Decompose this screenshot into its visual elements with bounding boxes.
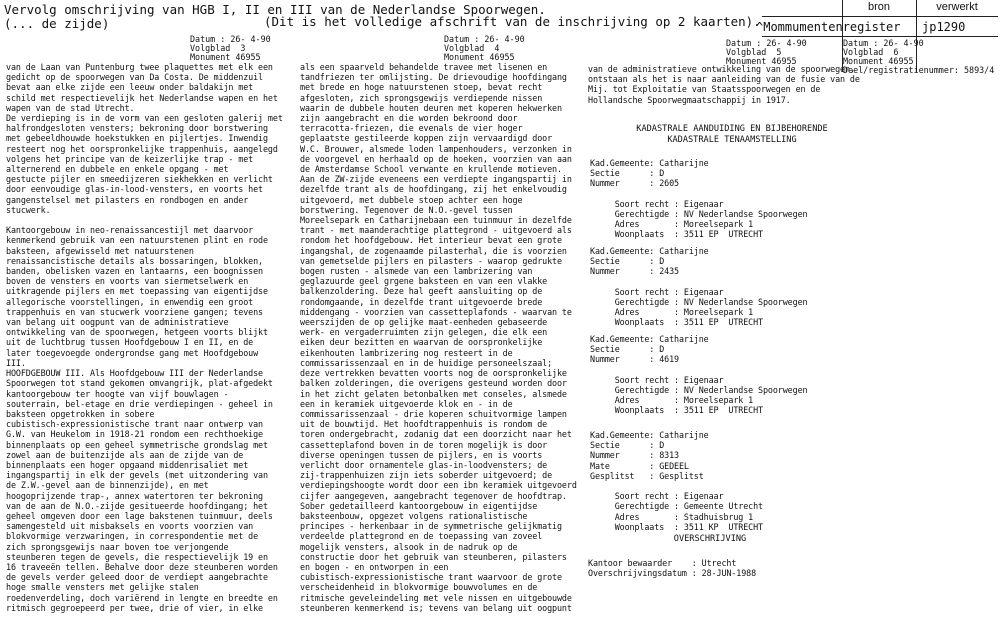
parcel-block: Kad.Gemeente: Catharijne Sectie : D Nummer : 2435 Soort recht : Eigenaar Gerechtigde : NV Nederlandse Spoorwegen Adres : Moreelsepark 1 Woonplaats : 3511 EP UTRECHT [590,246,808,328]
registry-code: jp1290 [922,20,966,34]
overschrijving-details: Kantoor bewaarder : Utrecht Overschrijvingsdatum : 28-JUN-1988 [588,558,757,579]
bron-row-line [762,16,998,17]
header-volgblad-5: Datum : 26- 4-90 Volgblad 5 Monument 46955 [726,38,807,66]
parcel-block: Kad.Gemeente: Catharijne Sectie : D Nummer : 2605 Soort recht : Eigenaar Gerechtigde : NV Nederlandse Spoorwegen Adres : Moreelsepark 1 Woonplaats : 3511 EP UTRECHT [590,158,808,240]
bron-row-line-2 [762,36,998,37]
text-column-3-intro: van de administratieve ontwikkeling van de spoorwegen, ontstaan als het is naar aanleiding van de fusie van de Mij. tot Exploitatie van Staatsspoorwegen en de Hollandsche Spoorwegmaatschappij in 1917. [588,64,860,105]
text-column-1: van de Laan van Puntenburg twee plaquettes met elk een gedicht op de spoorwegen van Da Costa. De middenzuil bevat aan elke zijde een leeuw onder baldakijn met schild met respectievelijk het Nederlandse wapen en het wapen van de stad Utrecht. De verdieping is in de vorm van een gesloten galerij met halfrondgesloten vensters; bekroning door borstwering met gebeeldhouwde hoekstukken en pijlertjes. Inwendig resteert nog het oorspronkelijke trappenhuis, aangelegd volgens het principe van de keizerlijke trap - met alternerend en dubbele en enkele opgang - met gestucte pijler en smeedijzeren siekhekken en verlicht door eenvoudige glas-in-lood-vensters, en voorts het gangenstelsel met pilasters en rondbogen en ander stucwerk. Kantoorgebouw in neo-renaissancestijl met daarvoor kenmerkend gebruik van een natuurstenen plint en rode baksteen, afgewisseld met natuurstenen renaissancistische details als bossaringen, blokken, banden, obelisken vazen en lantaarns, een boognissen boven de vensters en voorts van siermetselwerk en uitkragende pijlers en met toepassing van eigentijdse allegorische voorstellingen, in enwendig een groot trappenhuis en van stucwerk voorziene gangen; tevens van belang uit oogpunt van de administratieve ontwikkeling van de spoorwegen, hetgeen voorts blijkt uit de luchtbrug tussen Hoofdgebouw I en II, en de later toegevoegde ondergrondse gang met Hoofdgebouw III. HOOFDGEBOUW III. Als Hoofdgebouw III der Nederlandse Spoorwegen tot stand gekomen omvangrijk, plat-afgedekt kantoorgebouw ter hoogte van vijf bouwlagen - souterrain, bel-etage en drie verdiepingen - geheel in baksteen opgetrokken in sobere cubistisch-expressionistische trant naar ontwerp van G.W. van Heukelom in 1918-21 rondom een rechthoekige binnenplaats op een geheel symmetrische grondslag met zowel aan de buitenzijde als aan de zijde van de binnenplaats een hoger opgaand middenrisaliet met ingangspartij in elk der gevels (met uitzondering van de Z.W.-gevel aan de binnenzijde), en met hoogoprijzende trap-, annex watertoren ter bekroning van de aan de N.O.-zijde gesitueerde hoofdingang; het geheel omgeven door een lage bakstenen tuinmuur, deels samengesteld uit misbaksels en voorts voorzien van blokvormige verzwaringen, in correspondentie met de zich sprongsgewijs naar boven toe verjongende steunberen tegen de gevels, die respectievelijk 19 en 16 traveeën tellen. Behalve door deze steunberen worden de gevels verder geleed door de verdiept aangebrachte hoge smalle vensters met gelijke stalen roedenverdeling, doch variërend in lengte en breedte en ritmisch gegroepeerd per twee, drie of vier, in elke [6,62,283,613]
parcel-block: Kad.Gemeente: Catharijne Sectie : D Nummer : 8313 Mate : GEDEEL Gesplitst : Gesplitst Soort recht : Eigenaar Gerechtigde : Gemeente Utrecht Adres : Stadhuisbrug 1 Woonplaats : 3511 KP UTRECHT [590,430,763,532]
verwerkt-label: verwerkt [936,1,978,13]
header-volgblad-6: Datum : 26- 4-90 Volgblad 6 Monument 46955 Deel/registratienummer: 5893/4 [843,38,995,75]
text-column-2: als een spaarveld behandelde travee met lisenen en tandfriezen ter omlijsting. De drievoudige hoofdingang met brede en hoge natuurstenen stoep, bevat recht afgesloten, zich sprongsgewijs verdiepende nissen waarin de dubbele houten deuren met koperen hekwerken zijn aangebracht en die worden bekroond door terracotta-friezen, die evenals de vier hoger geplaatste gestileerde koppen zijn vervaardigd door W.C. Brouwer, alsmede loden lampenhouders, verzonken in de voorgevel en herhaald op de hoeken, voorzien van aan de Amsterdamse School verwante en krullende motieven. Aan de ZW-zijde eveneens een verdiepte ingangspartij in dezelfde trant als de hoofdingang, zij het enkelvoudig uitgevoerd, met dubbele stoep achter een hoge borstwering. Tegenover de N.O.-gevel tussen Moreelsepark en Catharijnebaan een tuinmuur in dezelfde trant - met maanderachtige plattegrond - uitgevoerd als rondom het hoofdgebouw. Het interieur bevat een grote ingangshal, de zogenaamde pilasterhal, die is voorzien van gemetselde pijlers en pilasters - waarop gedrukte bogen rusten - alsmede van een lambrizering van geglazuurde geel grgene baksteen en van een vlakke balkenzoldering. Deze hal geeft aansluiting op de rondomgaande, in dezelfde trant uitgevoerde brede middengang - voorzien van cassetteplafonds - waarvan te weerszijden de op gelijke maat-eenheden gebaseerde werk- en vergaderruimten zijn gelegen, die elk een eiken deur bezitten en waarvan de oorspronkelijke eikenhouten lambrizering nog resteert in de commissarissenzaal en in de huidige personeelszaal; deze vertrekken bevatten voorts nog de oorspronkelijke balken zolderingen, die overigens gesteund worden door in het zicht gelaten betonbalken met conseles, alsmede een in keramiek uitgevoerde klok en - in de commissarissenzaal - drie koperen schuitvormige lampen uit de bouwtijd. Het hoofdtrappenhuis is rondom de toren ondergebracht, zodanig dat een doorzicht naar het cassetteplafond boven in de toren mogelijk is door diverse openingen tussen de pijlers, en is voorts verlicht door ornamentele glas-in-loodvensters; de zij-trappenhuizen zijn iets soberder uitgevoerd; de verdiepingshoogte wordt door een ibn keramiek uitgevoerd cijfer aangegeven, aangebracht tegenover de hoofdtrap. Sober gedetailleerd kantoorgebouw in eigentijdse baksteenbouw, opgezet volgens rationalistische principes - herkenbaar in de symmetrische gelijkmatig verdeelde plattegrond en de toepassing van zoveel mogelijk vensters, alsook in de nadruk op de constructie door het gebruik van steunberen, pilasters en bogen - en ontworpen in een cubistisch-expressionistische trant waarvoor de grote verscheidenheid in blokvormige bouwvolumes en de ritmische geveleindeling met vele nissen en uitgebouwde steunberen kenmerkend is; tevens van belang uit oogpunt [300,62,577,613]
parcel-block: Kad.Gemeente: Catharijne Sectie : D Nummer : 4619 Soort recht : Eigenaar Gerechtigde : NV Nederlandse Spoorwegen Adres : Moreelsepark 1 Woonplaats : 3511 EP UTRECHT [590,334,808,416]
registry-label: ^Mommumentenregister [756,20,901,34]
header-volgblad-4: Datum : 26- 4-90 Volgblad 4 Monument 46955 [444,34,525,62]
kadastrale-title: KADASTRALE AANDUIDING EN BIJBEHORENDE KADASTRALE TENAAMSTELLING [636,124,828,145]
document-subtitle-note: (Dit is het volledige afschrift van de inschrijving op 2 kaarten). [264,14,761,29]
document-title: Vervolg omschrijving van HGB I, II en III van de Nederlandse Spoorwegen. [4,2,546,17]
document-subtitle-side: (... de zijde) [4,16,110,31]
bron-label: bron [867,1,891,13]
overschrijving-title: OVERSCHRIJVING [673,534,747,544]
header-volgblad-3: Datum : 26- 4-90 Volgblad 3 Monument 46955 [190,34,271,62]
